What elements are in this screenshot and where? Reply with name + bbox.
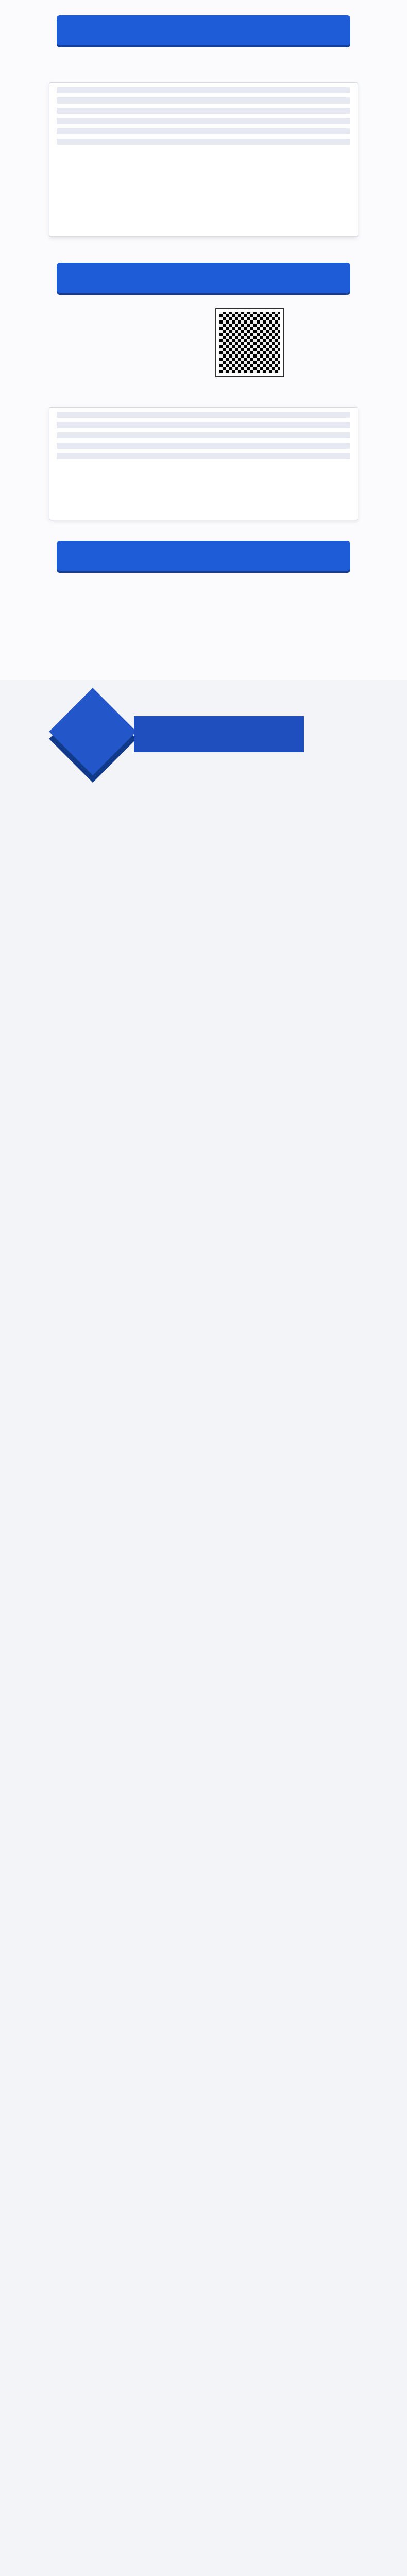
banner-label: [57, 263, 350, 293]
banner-label: [57, 15, 350, 45]
banner-1: [57, 10, 350, 50]
banner-3: [57, 536, 350, 576]
stats-block: [57, 309, 211, 361]
toc-title: [134, 716, 304, 752]
screenshot-card-1: [49, 82, 358, 237]
toc-header: [57, 690, 350, 768]
cube-graphic: [49, 688, 137, 775]
screenshot-card-2: [49, 407, 358, 520]
banner-2: [57, 258, 350, 298]
qr-code-1: [216, 309, 283, 376]
banner-label: [57, 541, 350, 571]
